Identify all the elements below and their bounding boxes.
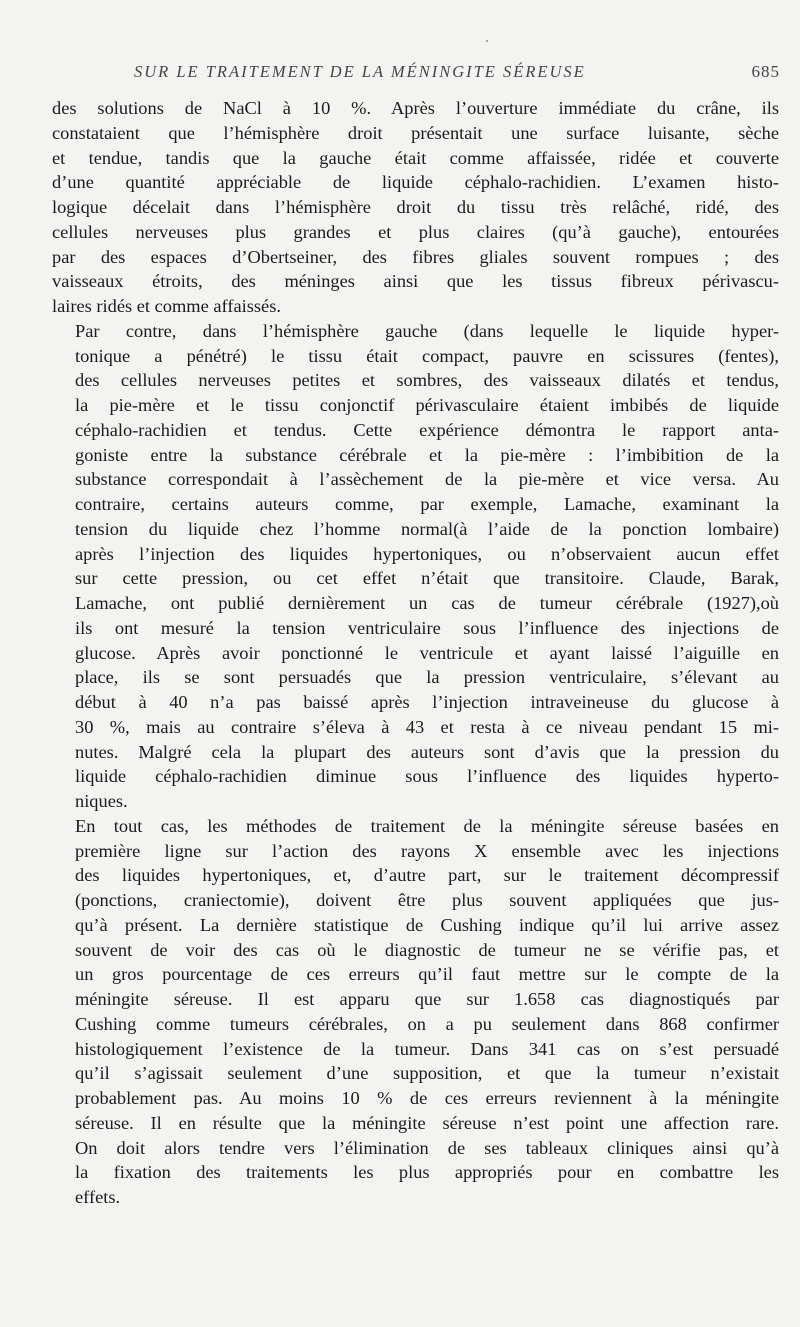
text-line: des cellules nerveuses petites et sombres, des vaisseaux dilatés et tendus, — [75, 370, 779, 391]
text-line: qu’à présent. La dernière statistique de Cushing indique qu’il lui arrive assez — [75, 914, 779, 935]
text-line: céphalo-rachidien et tendus. Cette expérience démontra le rapport anta- — [75, 419, 779, 440]
text-line: par des espaces d’Obertseiner, des fibres gliales souvent rompues ; des — [52, 246, 779, 267]
text-line: cellules nerveuses plus grandes et plus claires (qu’à gauche), entourées — [52, 221, 779, 242]
text-line: la fixation des traitements les plus appropriés pour en combattre les — [75, 1162, 779, 1183]
running-head — [52, 62, 780, 86]
paragraph-1 — [52, 96, 779, 319]
text-line: Cushing comme tumeurs cérébrales, on a pu seulement dans 868 confirmer — [75, 1013, 779, 1034]
text-line: histologiquement l’existence de la tumeur. Dans 341 cas on s’est persuadé — [75, 1038, 779, 1059]
text-line: d’une quantité appréciable de liquide céphalo-rachidien. L’examen histo- — [52, 172, 779, 193]
text-line: constataient que l’hémisphère droit présentait une surface luisante, sèche — [52, 122, 779, 143]
text-line: un gros pourcentage de ces erreurs qu’il faut mettre sur le compte de la — [75, 964, 779, 985]
text-line: séreuse. Il en résulte que la méningite séreuse n’est point une affection rare. — [75, 1112, 779, 1133]
text-line: liquide céphalo-rachidien diminue sous l’influence des liquides hyperto- — [75, 766, 779, 787]
text-line: souvent de voir des cas où le diagnostic de tumeur ne se vérifie pas, et — [75, 939, 779, 960]
text-line: des liquides hypertoniques, et, d’autre part, sur le traitement décompressif — [75, 865, 779, 886]
text-line: nutes. Malgré cela la plupart des auteurs sont d’avis que la pression du — [75, 741, 779, 762]
text-line: ils ont mesuré la tension ventriculaire sous l’influence des injections de — [75, 617, 779, 638]
paragraph-2 — [52, 319, 779, 814]
text-line: logique décelait dans l’hémisphère droit du tissu très relâché, ridé, des — [52, 197, 779, 217]
text-line: Par contre, dans l’hémisphère gauche (dans lequelle le liquide hyper- — [75, 320, 779, 341]
text-line: qu’il s’agissait seulement d’une supposition, et que la tumeur n’existait — [75, 1063, 779, 1084]
running-title: SUR LE TRAITEMENT DE LA MÉNINGITE SÉREUSE — [134, 62, 586, 81]
text-line: méningite séreuse. Il est apparu que sur 1.658 cas diagnostiqués par — [75, 989, 779, 1009]
text-line: En tout cas, les méthodes de traitement de la méningite séreuse basées en — [75, 815, 779, 836]
paragraph-3 — [52, 814, 779, 1210]
text-line: tonique a pénétré) le tissu était compact, pauvre en scissures (fentes), — [75, 345, 779, 366]
scan-speck — [486, 40, 488, 42]
text-line: la pie-mère et le tissu conjonctif périvasculaire étaient imbibés de liquide — [75, 395, 779, 415]
text-line: et tendue, tandis que la gauche était comme affaissée, ridée et couverte — [52, 147, 779, 168]
text-line: après l’injection des liquides hypertoniques, ou n’observaient aucun effet — [75, 543, 779, 564]
text-line: effets. — [75, 1187, 121, 1207]
text-line: (ponctions, craniectomie), doivent être plus souvent appliquées que jus- — [75, 890, 779, 910]
text-line: contraire, certains auteurs comme, par exemple, Lamache, examinant la — [75, 494, 779, 514]
text-line: substance correspondait à l’assèchement de la pie-mère et vice versa. Au — [75, 469, 779, 490]
page-number: 685 — [751, 62, 780, 81]
text-line: début à 40 n’a pas baissé après l’injection intraveineuse du glucose à — [75, 692, 779, 712]
text-line: 30 %, mais au contraire s’éleva à 43 et resta à ce niveau pendant 15 mi- — [75, 716, 779, 737]
text-line: goniste entre la substance cérébrale et la pie-mère : l’imbibition de la — [75, 444, 779, 465]
text-line: vaisseaux étroits, des méninges ainsi que les tissus fibreux périvascu- — [52, 271, 779, 292]
text-line: sur cette pression, ou cet effet n’était que transitoire. Claude, Barak, — [75, 568, 779, 589]
text-line: première ligne sur l’action des rayons X ensemble avec les injections — [75, 840, 779, 861]
body-text — [52, 96, 779, 1210]
text-line: Lamache, ont publié dernièrement un cas de tumeur cérébrale (1927),où — [75, 593, 779, 613]
text-line: glucose. Après avoir ponctionné le ventricule et ayant laissé l’aiguille en — [75, 642, 779, 663]
text-line: des solutions de NaCl à 10 %. Après l’ouverture immédiate du crâne, ils — [52, 98, 779, 118]
text-line: laires ridés et comme affaissés. — [52, 296, 281, 316]
text-line: tension du liquide chez l’homme normal(à l’aide de la ponction lombaire) — [75, 518, 779, 539]
text-line: On doit alors tendre vers l’élimination de ses tableaux cliniques ainsi qu’à — [75, 1137, 779, 1158]
text-line: probablement pas. Au moins 10 % de ces erreurs reviennent à la méningite — [75, 1088, 779, 1108]
text-line: place, ils se sont persuadés que la pression ventriculaire, s’élevant au — [75, 667, 779, 688]
text-line: niques. — [75, 791, 128, 811]
